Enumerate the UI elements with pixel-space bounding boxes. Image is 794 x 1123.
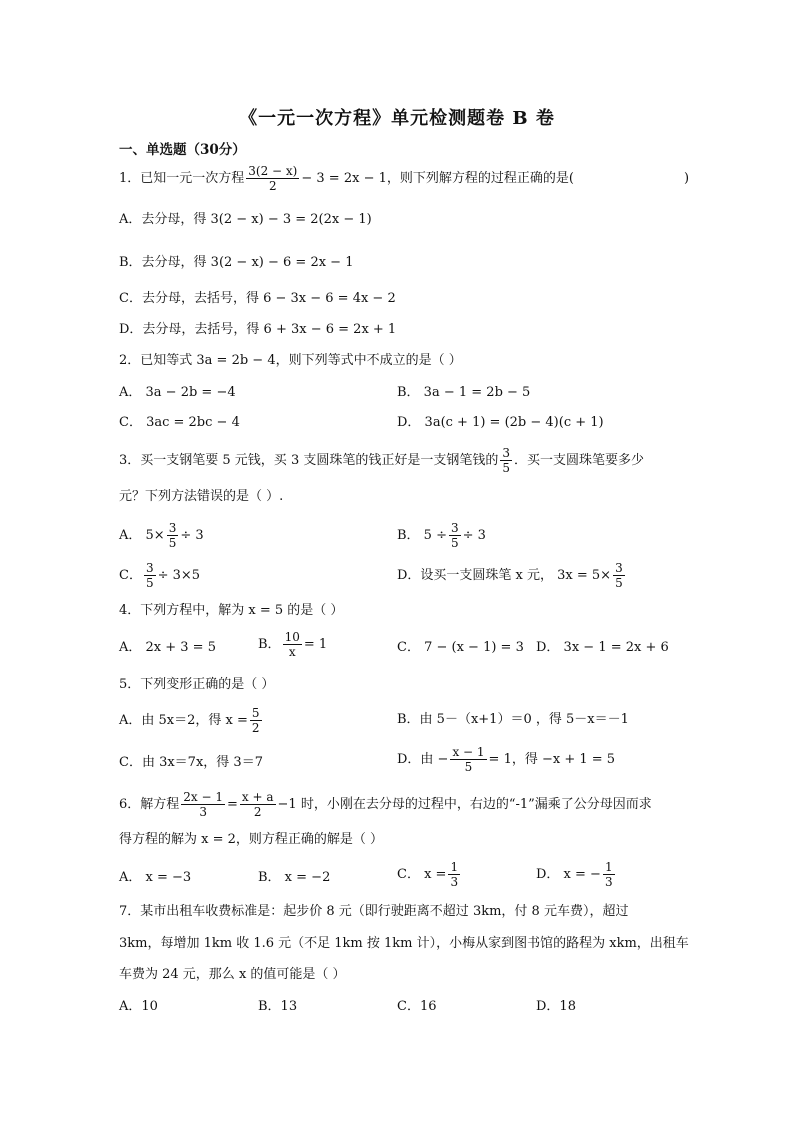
page-title: 《一元一次方程》单元检测题卷 B 卷 <box>239 108 555 129</box>
question-4-option-a: A． 2x + 3 = 5 <box>119 640 216 655</box>
question-3-stem: 3．买一支钢笔要 5 元钱，买 3 支圆珠笔的钱正好是一支钢笔钱的 $\frac{3}{5}$ ．买一支圆珠笔要多少 <box>119 446 644 475</box>
question-6-stem: 6．解方程 $\frac{2x - 1}{3}$ = $\frac{x + a}{2}$ −1 时，小刚在去分母的过程中，右边的“-1”漏乘了公分母因而求 <box>119 790 652 819</box>
question-6-option-b: B． x = −2 <box>258 870 331 885</box>
question-3-stem-line2: 元？下列方法错误的是（ ）. <box>119 489 284 504</box>
question-3-option-d: D．设买一支圆珠笔 x 元， 3x = 5× $\frac{3}{5}$ <box>397 561 623 590</box>
question-4-option-d: D． 3x − 1 = 2x + 6 <box>536 640 669 655</box>
question-3-option-a: A． 5× $\frac{3}{5}$ ÷ 3 <box>119 521 204 550</box>
fraction: $\frac{3(2 - x)}{2}$ <box>248 164 298 193</box>
question-1-option-c: C．去分母，去括号，得 6 − 3x − 6 = 4x − 2 <box>119 291 396 306</box>
fraction: $\frac{3}{5}$ <box>502 446 510 475</box>
question-6-option-c: C． x = $\frac{1}{3}$ <box>397 860 459 889</box>
question-1-option-b: B．去分母，得 3(2 − x) − 6 = 2x − 1 <box>119 255 354 270</box>
question-7-line3: 车费为 24 元，那么 x 的值可能是（ ） <box>119 967 346 982</box>
fraction: $\frac{x + a}{2}$ <box>241 790 274 819</box>
fraction: $\frac{10}{x}$ <box>284 630 300 659</box>
question-4-option-b: B． $\frac{10}{x}$ = 1 <box>258 630 328 659</box>
question-6-option-a: A． x = −3 <box>119 870 192 885</box>
question-4-option-c: C． 7 − (x − 1) = 3 <box>397 640 524 655</box>
question-5-option-b: B．由 5－（x+1）＝0 ，得 5－x＝－1 <box>397 712 629 727</box>
question-5-option-a: A．由 5x＝2，得 x = $\frac{5}{2}$ <box>119 706 260 735</box>
fraction: $\frac{3}{5}$ <box>615 561 623 590</box>
fraction: $\frac{1}{3}$ <box>450 860 459 889</box>
question-1-stem: 1．已知一元一次方程 $\frac{3(2 - x)}{2}$ − 3 = 2x − 1，则下列解方程的过程正确的是( ) <box>119 164 690 193</box>
question-6-stem-line2: 得方程的解为 x = 2，则方程正确的解是（ ） <box>119 832 384 847</box>
question-5-stem: 5．下列变形正确的是（ ） <box>119 677 275 692</box>
question-7-line1: 7．某市出租车收费标准是：起步价 8 元（即行驶距离不超过 3km，付 8 元车费），超过 <box>119 904 629 919</box>
question-7-option-c: C．16 <box>397 999 437 1014</box>
question-2-option-a: A． 3a − 2b = −4 <box>119 385 236 400</box>
section-heading: 一、单选题（30分） <box>119 142 246 158</box>
question-5-option-c: C．由 3x＝7x，得 3＝7 <box>119 755 263 770</box>
fraction: $\frac{3}{5}$ <box>168 521 177 550</box>
fraction: $\frac{3}{5}$ <box>145 561 154 590</box>
question-7-line2: 3km，每增加 1km 收 1.6 元（不足 1km 按 1km 计），小梅从家到图书馆的路程为 xkm，出租车 <box>119 936 689 951</box>
question-2-option-c: C． 3ac = 2bc − 4 <box>119 415 240 430</box>
question-2-option-b: B． 3a − 1 = 2b − 5 <box>397 385 531 400</box>
question-6-option-d: D． x = − $\frac{1}{3}$ <box>536 860 613 889</box>
question-3-option-c: C． $\frac{3}{5}$ ÷ 3×5 <box>119 561 201 590</box>
question-7-option-d: D．18 <box>536 999 576 1014</box>
fraction: $\frac{5}{2}$ <box>251 706 260 735</box>
question-2-option-d: D． 3a(c + 1) = (2b − 4)(c + 1) <box>397 415 604 430</box>
question-2-stem: 2．已知等式 3a = 2b − 4，则下列等式中不成立的是（ ） <box>119 353 462 368</box>
fraction: $\frac{2x - 1}{3}$ <box>183 790 224 819</box>
question-4-stem: 4．下列方程中，解为 x = 5 的是（ ） <box>119 603 344 618</box>
question-1-option-d: D．去分母，去括号，得 6 + 3x − 6 = 2x + 1 <box>119 322 397 337</box>
question-7-option-b: B．13 <box>258 999 298 1014</box>
question-7-option-a: A．10 <box>119 999 158 1014</box>
fraction: $\frac{x - 1}{5}$ <box>452 745 485 774</box>
fraction: $\frac{3}{5}$ <box>450 521 459 550</box>
question-5-option-d: D．由 − $\frac{x - 1}{5}$ = 1，得 −x + 1 = 5 <box>397 745 616 774</box>
question-1-option-a: A．去分母，得 3(2 − x) − 3 = 2(2x − 1) <box>119 212 372 227</box>
fraction: $\frac{1}{3}$ <box>604 860 613 889</box>
question-3-option-b: B． 5 ÷ $\frac{3}{5}$ ÷ 3 <box>397 521 486 550</box>
